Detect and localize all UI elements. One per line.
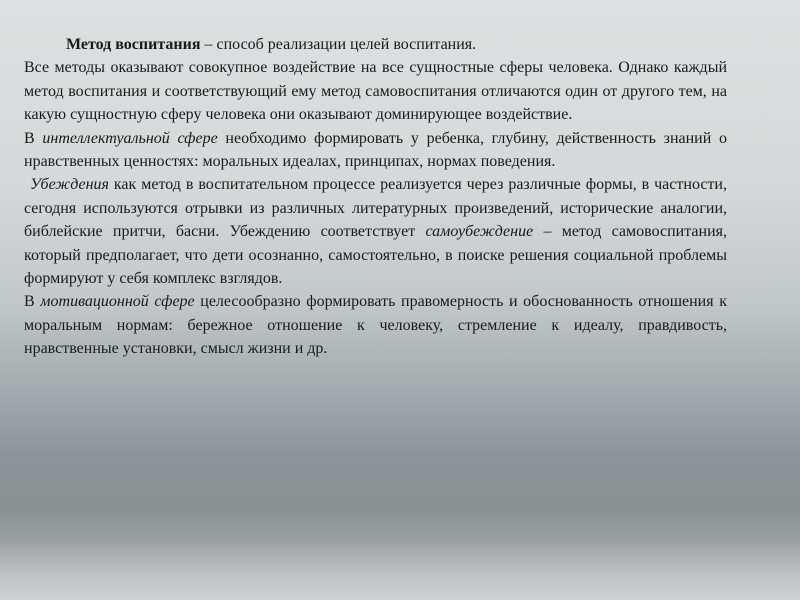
paragraph-prefix: В bbox=[24, 293, 41, 311]
definition-line bbox=[24, 33, 727, 56]
paragraph-prefix: В bbox=[24, 129, 43, 147]
term-persuasion: Убеждения bbox=[30, 176, 109, 194]
definition-text: – способ реализации целей воспитания. bbox=[200, 36, 477, 53]
paragraph-text: как метод в воспитательном процессе реализуется через различные формы, в частности, сегодня используются отрывки из различных литературных произведений, исторические аналогии, библейские притчи, басни. Убеждению соответствует bbox=[24, 176, 727, 241]
slide-text-block bbox=[24, 33, 727, 361]
term-motivational-sphere: мотивационной сфере bbox=[40, 293, 195, 311]
term-self-persuasion: самоубеждение bbox=[425, 223, 534, 241]
paragraph-persuasion bbox=[24, 173, 727, 290]
term-intellectual-sphere: интеллектуальной сфере bbox=[42, 129, 218, 147]
paragraph-intellectual-sphere bbox=[24, 127, 727, 174]
term-method-of-upbringing: Метод воспитания bbox=[66, 36, 201, 53]
paragraph-text: целесообразно формировать правомерность и обоснованность отношения к моральным нормам: бережное отношение к человеку, стремление к идеалу, правдивость, нравственные установки, смысл жизни и др. bbox=[24, 293, 727, 358]
paragraph-text: – метод самовоспитания, который предполагает, что дети осознанно, самостоятельно, в поиске решения социальной проблемы формируют у себя комплекс взглядов. bbox=[24, 223, 727, 288]
paragraph-motivational-sphere bbox=[24, 290, 727, 360]
paragraph-text: необходимо формировать у ребенка, глубину, действенность знаний о нравственных ценностях: моральных идеалах, принципах, нормах поведения. bbox=[24, 129, 727, 171]
paragraph-combined-impact: Все методы оказывают совокупное воздействие на все сущностные сферы человека. Однако каждый метод воспитания и соответствующий ему метод самовоспитания отличаются один от другого тем, на какую сущностную сферу человека они оказывают доминирующее воздействие. bbox=[24, 59, 727, 124]
